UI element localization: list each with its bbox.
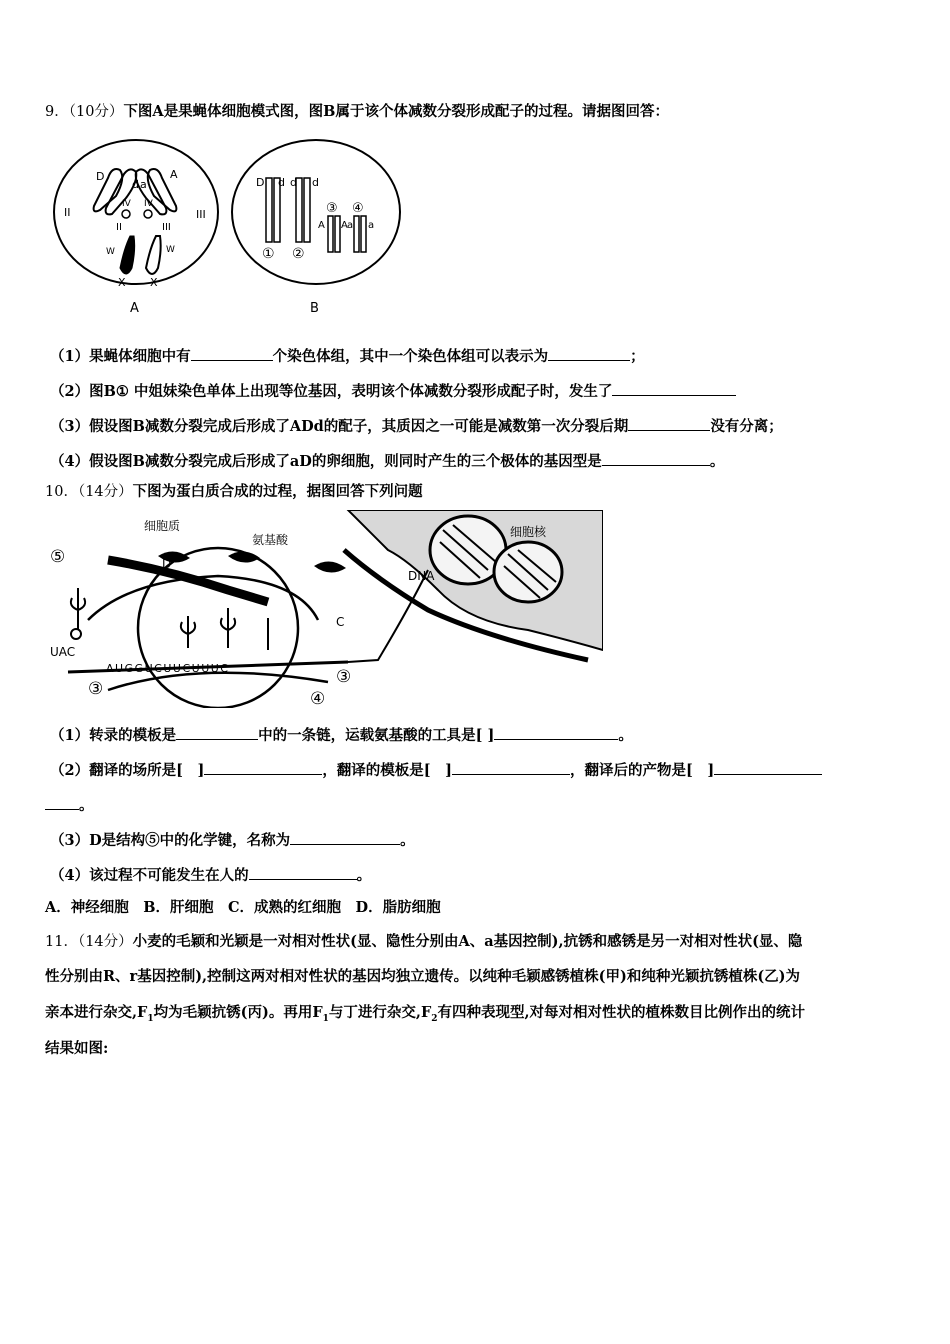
label-III-right: III	[196, 208, 206, 221]
q10-p1-text-a: （1）转录的模板是	[50, 727, 177, 744]
label-b-d3: d	[312, 176, 319, 189]
q9-p3-blank[interactable]	[628, 415, 710, 431]
label-nucleus: 细胞核	[510, 525, 547, 539]
q10-p4-text-b: 。	[356, 867, 372, 884]
q11-line-4	[45, 1039, 108, 1059]
label-d: D	[162, 557, 172, 571]
q10-p2-text-b: ，翻译的模板是[ ]	[322, 762, 453, 779]
label-b-D: D	[256, 176, 265, 189]
q10-p2-text-c: ，翻译后的产物是[ ]	[570, 762, 715, 779]
q9-part2	[50, 380, 736, 402]
q9-p1-blank-2[interactable]	[548, 345, 630, 361]
label-3-left: ③	[88, 679, 104, 699]
q9-part1	[50, 345, 645, 367]
figure-a-cell	[54, 140, 218, 284]
q9-p1-blank-1[interactable]	[191, 345, 273, 361]
figure-b-caption: B	[310, 301, 319, 316]
q10-p3-text-a: （3）D是结构⑤中的化学键，名称为	[50, 832, 291, 849]
label-b-A1: A	[318, 220, 325, 231]
q11-number: 11．（14分）	[45, 934, 133, 950]
q11-line-1	[45, 932, 802, 952]
q10-p3-text-b: 。	[400, 832, 415, 849]
q10-p4-text-a: （4）该过程不可能发生在人的	[50, 867, 249, 884]
figure-a-caption: A	[130, 301, 139, 316]
q10-p2-blank-3[interactable]	[714, 759, 822, 775]
q9-p4-text-a: （4）假设图B减数分裂完成后形成了aD的卵细胞，则同时产生的三个极体的基因型是	[50, 453, 602, 470]
label-b-d2: d	[290, 176, 297, 189]
label-X-left: X	[118, 276, 126, 289]
q10-p2-text-d: 。	[79, 797, 94, 814]
q11-sub-2: 2	[431, 1013, 438, 1024]
q9-p4-blank[interactable]	[602, 450, 710, 466]
label-a: a	[140, 178, 147, 191]
q9-stem-text: 下图A是果蝇体细胞模式图，图B属于该个体减数分裂形成配子的过程。请据图回答：	[123, 103, 669, 120]
label-IV-right: IV	[144, 199, 153, 209]
q10-figure	[48, 510, 603, 708]
label-b-A2: A	[341, 220, 348, 231]
q10-options-text: A．神经细胞 B．肝细胞 C．成熟的红细胞 D．脂肪细胞	[45, 899, 441, 916]
q10-p1-blank-1[interactable]	[176, 724, 258, 740]
nucleus-region	[344, 510, 603, 660]
q9-part4	[50, 450, 724, 472]
label-b-a1: a	[347, 220, 354, 231]
q11-line4-text: 结果如图:	[45, 1040, 109, 1057]
q9-p3-text-a: （3）假设图B减数分裂完成后形成了ADd的配子，其质因之一可能是减数第一次分裂后期	[50, 418, 629, 435]
label-b-d1: d	[278, 176, 285, 189]
label-D: D	[96, 170, 105, 183]
q10-p4-blank[interactable]	[249, 864, 357, 880]
q10-p1-text-b: 中的一条链，运载氨基酸的工具是[ ]	[258, 727, 495, 744]
label-W-left: W	[106, 247, 115, 257]
q10-part3	[50, 829, 415, 851]
q9-p2-blank[interactable]	[612, 380, 736, 396]
q10-p2-blank-2[interactable]	[452, 759, 570, 775]
q9-stem	[45, 102, 669, 122]
q10-number: 10．（14分）	[45, 484, 133, 500]
q10-stem-text: 下图为蛋白质合成的过程，据图回答下列问题	[132, 483, 423, 500]
q11-line2-text: 性分别由R、r基因控制),控制这两对相对性状的基因均独立遗传。以纯种毛颖感锈植株(甲)和纯种光颖抗锈植株(乙)为	[45, 968, 801, 985]
q10-options	[45, 898, 441, 918]
label-amino-acid: 氨基酸	[252, 533, 289, 547]
q10-p2-blank-1[interactable]	[204, 759, 322, 775]
q9-part3	[50, 415, 783, 437]
q11-line1-text: 小麦的毛颖和光颖是一对相对性状(显、隐性分别由A、a基因控制),抗锈和感锈是另一对相对性状(显、隐	[132, 933, 803, 950]
q11-line-3	[45, 1003, 805, 1029]
q11-line3-text-a: 亲本进行杂交,F	[45, 1004, 148, 1021]
figure-b-cell	[232, 140, 400, 284]
q11-line3-text-b: 均为毛颖抗锈(丙)。再用F	[153, 1004, 323, 1021]
label-3-right: ③	[336, 667, 352, 687]
q10-part2	[50, 759, 822, 781]
q10-stem	[45, 482, 423, 502]
q11-line3-text-c: 与丁进行杂交,F	[328, 1004, 432, 1021]
label-II-left: II	[64, 206, 71, 219]
label-b-a2: a	[368, 220, 375, 231]
label-b-3: ③	[326, 201, 338, 216]
q10-p3-blank[interactable]	[290, 829, 400, 845]
q11-sub-1a: 1	[147, 1013, 154, 1024]
label-b-1: ①	[262, 246, 275, 262]
q11-sub-1b: 1	[322, 1013, 329, 1024]
label-cytoplasm: 细胞质	[144, 519, 181, 533]
q10-part2-continued	[45, 794, 94, 816]
label-dna: DNA	[408, 569, 435, 583]
label-anticodon: UAC	[50, 645, 76, 659]
q11-line3-text-d: 有四种表现型,对每对相对性状的植株数目比例作出的统计	[437, 1004, 806, 1021]
label-X-right: X	[150, 276, 158, 289]
label-b-4: ④	[352, 201, 364, 216]
label-4: ④	[310, 689, 326, 708]
label-A: A	[170, 168, 178, 181]
label-III-inner: III	[162, 222, 171, 233]
q9-p1-text-a: （1）果蝇体细胞中有	[50, 348, 191, 365]
q9-p4-text-b: 。	[709, 453, 725, 470]
label-IV-left: IV	[122, 199, 131, 209]
label-b-2: ②	[292, 246, 305, 262]
q9-p1-text-b: 个染色体组，其中一个染色体组可以表示为	[272, 348, 549, 365]
q9-p2-text: （2）图B① 中姐妹染色单体上出现等位基因，表明该个体减数分裂形成配子时，发生了	[50, 383, 613, 400]
q11-line-2	[45, 967, 800, 987]
q9-p1-text-c: ；	[630, 348, 645, 365]
q9-number: 9．（10分）	[45, 104, 124, 120]
q10-part4	[50, 864, 371, 886]
q9-p3-text-b: 没有分离；	[710, 418, 783, 435]
q10-p2-text-a: （2）翻译的场所是[ ]	[50, 762, 205, 779]
q10-p1-text-c: 。	[618, 727, 633, 744]
q9-figure	[50, 138, 410, 318]
q10-p2-blank-3-cont[interactable]	[45, 794, 79, 810]
q10-p1-blank-2[interactable]	[494, 724, 618, 740]
label-d: d	[132, 178, 139, 191]
label-c: C	[336, 615, 345, 629]
label-5: ⑤	[50, 547, 66, 567]
label-W-right: W	[166, 245, 175, 255]
q10-part1	[50, 724, 633, 746]
label-II-inner: II	[116, 222, 122, 233]
label-mrna-sequence: AUGGUCUUCUUUC	[106, 662, 230, 675]
